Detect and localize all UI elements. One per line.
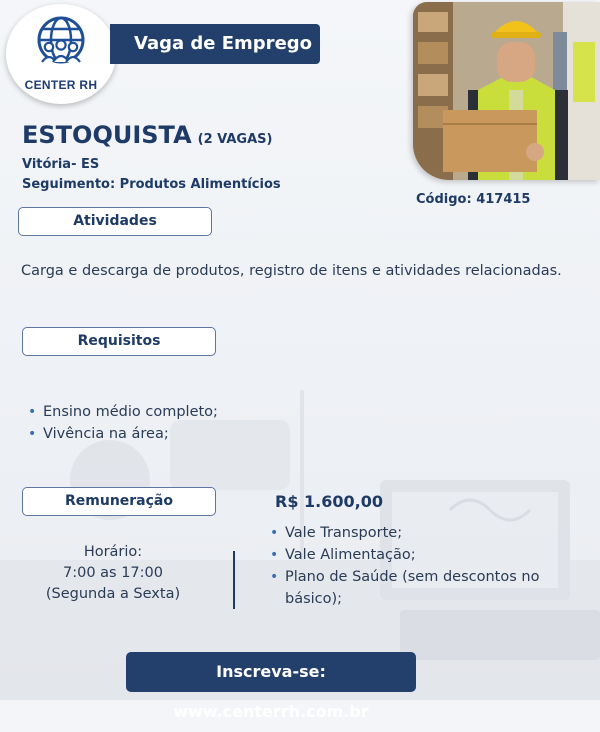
warehouse-worker-photo xyxy=(413,2,600,180)
logo-text: CENTER RH xyxy=(24,78,98,92)
benefit-item xyxy=(268,544,568,566)
benefit-text: Vale Transporte; xyxy=(285,525,403,541)
benefit-text: Vale Alimentação; xyxy=(285,547,416,563)
apply-link[interactable]: Inscreva-se: www.centerrh.com.br xyxy=(126,652,416,692)
job-header xyxy=(22,120,281,195)
center-rh-logo xyxy=(6,4,116,104)
schedule-label: Horário: xyxy=(83,544,143,560)
requirement-text: Vivência na área; xyxy=(43,426,169,442)
bullet-icon: • xyxy=(28,426,37,442)
bullet-icon: • xyxy=(270,525,279,541)
bullet-icon: • xyxy=(28,404,37,420)
activities-heading: Atividades xyxy=(18,207,212,236)
pay-heading: Remuneração xyxy=(22,487,216,516)
schedule-days: (Segunda a Sexta) xyxy=(45,586,181,602)
benefit-text: Plano de Saúde (sem descontos no básico); xyxy=(285,569,540,607)
vertical-divider xyxy=(233,551,235,609)
job-location: Vitória- ES xyxy=(22,157,100,172)
requirements-list xyxy=(26,401,326,445)
schedule-time: 7:00 as 17:00 xyxy=(62,565,163,581)
vacancy-count: (2 VAGAS) xyxy=(197,132,273,147)
requirement-item xyxy=(26,401,326,423)
salary-value: R$ 1.600,00 xyxy=(275,492,383,511)
job-banner: Vaga de Emprego xyxy=(110,24,320,64)
benefit-item xyxy=(268,522,568,544)
bullet-icon: • xyxy=(270,547,279,563)
activities-text: Carga e descarga de produtos, registro de itens e atividades relacionadas. xyxy=(21,263,562,279)
globe-people-icon xyxy=(32,14,90,72)
job-segment: Seguimento: Produtos Alimentícios xyxy=(22,177,281,192)
benefit-item xyxy=(268,566,568,610)
bullet-icon: • xyxy=(270,569,279,585)
job-title xyxy=(22,120,281,155)
job-code: Código: 417415 xyxy=(416,192,531,207)
requirements-heading: Requisitos xyxy=(22,327,216,356)
requirement-item xyxy=(26,423,326,445)
work-schedule xyxy=(38,542,188,605)
requirement-text: Ensino médio completo; xyxy=(43,404,218,420)
benefits-list xyxy=(268,522,568,610)
job-title-text: ESTOQUISTA xyxy=(22,121,192,149)
